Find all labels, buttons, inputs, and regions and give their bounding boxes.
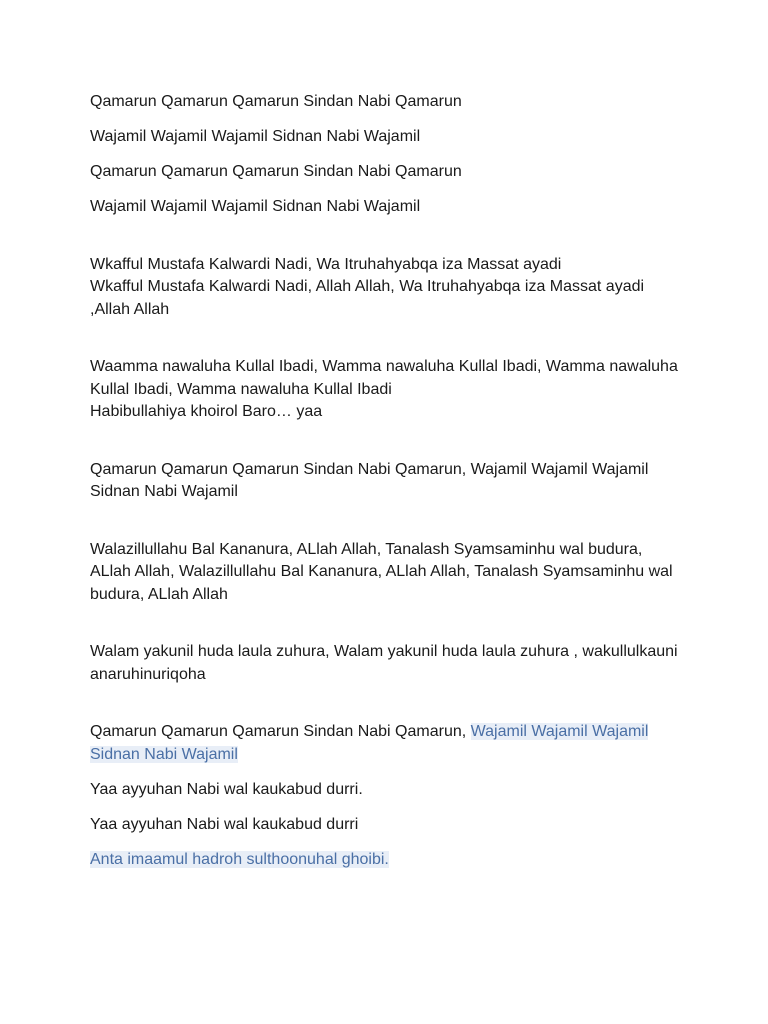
lyric-line: Wkafful Mustafa Kalwardi Nadi, Allah Allah, Wa Itruhahyabqa iza Massat ayadi ,Allah Allah [90, 278, 645, 318]
lyric-paragraph-12: Yaa ayyuhan Nabi wal kaukabud durri [90, 815, 359, 833]
lyric-line: Wajamil Wajamil Wajamil Sidnan Nabi Wajamil [90, 198, 421, 215]
lyric-paragraph-9: Walam yakunil huda laula zuhura, Walam yakunil huda laula zuhura , wakullulkauni anaruhinuriqoha [90, 643, 678, 683]
highlighted-text: Anta imaamul hadroh sulthoonuhal ghoibi. [90, 850, 389, 868]
lyric-paragraph-10 [90, 721, 680, 766]
lyric-paragraph-8: Walazillullahu Bal Kananura, ALlah Allah, Tanalash Syamsaminhu wal budura, ALlah Allah, Walazillullahu Bal Kananura, ALlah Allah, Tanalash Syamsaminhu wal budura, ALlah Allah [90, 540, 673, 603]
lyric-paragraph-4 [90, 196, 680, 219]
lyric-paragraph-2 [90, 126, 680, 149]
lyric-line: Waamma nawaluha Kullal Ibadi, Wamma nawaluha Kullal Ibadi, Wamma nawaluha Kullal Ibadi, Wamma nawaluha Kullal Ibadi [90, 358, 678, 398]
lyric-paragraph-5 [90, 254, 680, 322]
lyric-paragraph-7: Qamarun Qamarun Qamarun Sindan Nabi Qamarun, Wajamil Wajamil Wajamil Sidnan Nabi Wajamil [90, 460, 649, 500]
lyric-paragraph-1 [90, 91, 680, 114]
document-body [90, 91, 680, 884]
lyric-line: Qamarun Qamarun Qamarun Sindan Nabi Qamarun [90, 93, 462, 110]
lyric-paragraph-3 [90, 161, 680, 184]
lyric-paragraph-11: Yaa ayyuhan Nabi wal kaukabud durri. [90, 780, 363, 798]
lyric-line: Qamarun Qamarun Qamarun Sindan Nabi Qamarun [90, 163, 462, 180]
lyric-line: Habibullahiya khoirol Baro… yaa [90, 403, 323, 420]
lyric-line: Wajamil Wajamil Wajamil Sidnan Nabi Wajamil [90, 128, 421, 145]
highlighted-text: Wajamil Wajamil Wajamil Sidnan Nabi Wajamil [90, 723, 649, 763]
lyric-line: Wkafful Mustafa Kalwardi Nadi, Wa Itruhahyabqa iza Massat ayadi [90, 255, 562, 273]
lyric-paragraph-13 [90, 849, 680, 872]
lyric-paragraph-6 [90, 356, 680, 424]
lyric-text: Qamarun Qamarun Qamarun Sindan Nabi Qamarun, [90, 723, 471, 740]
